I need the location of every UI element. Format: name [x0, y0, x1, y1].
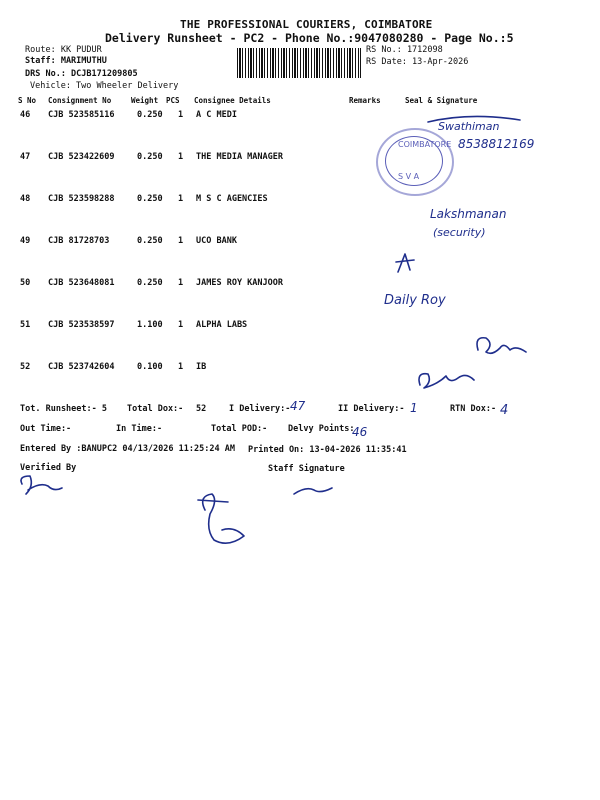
total-dox-label: Total Dox:-: [127, 404, 184, 414]
handwritten-phone: 8538812169: [458, 137, 535, 151]
col-pcs: PCS: [166, 96, 180, 105]
rs-no: RS No.: 1712098: [366, 45, 443, 55]
handwritten-rtn-dox: 4: [500, 403, 509, 418]
row-pcs: 1: [178, 320, 184, 330]
signature-row-52: [419, 374, 474, 388]
col-consignment: Consignment No: [48, 96, 112, 105]
row-sno: 50: [20, 278, 31, 288]
route-label: Route: KK PUDUR: [25, 45, 102, 55]
entered-by: Entered By :BANUPC2 04/13/2026 11:25:24 AM: [20, 444, 235, 454]
row-consignment: CJB 81728703: [48, 236, 110, 246]
signature-row-49: [396, 254, 414, 272]
row-weight: 0.250: [137, 278, 163, 288]
rtn-dox-label: RTN Dox:-: [450, 404, 497, 414]
col-sno: S No: [18, 96, 37, 105]
row-pcs: 1: [178, 110, 184, 120]
drs-label: DRS No.: DCJB171209805: [25, 69, 138, 79]
row-weight: 0.100: [137, 362, 163, 372]
row-consignee: ALPHA LABS: [196, 320, 248, 330]
handwritten-name-3: Daily Roy: [384, 293, 446, 308]
stamp-letters: S V A: [398, 172, 420, 181]
col-seal-signature: Seal & Signature: [405, 96, 478, 105]
printed-on: Printed On: 13-04-2026 11:35:41: [248, 445, 407, 455]
staff-signature-label: Staff Signature: [268, 464, 345, 474]
row-consignment: CJB 523648081: [48, 278, 115, 288]
staff-label: Staff: MARIMUTHU: [25, 56, 107, 66]
row-pcs: 1: [178, 362, 184, 372]
row-consignment: CJB 523742604: [48, 362, 115, 372]
vehicle-label: Vehicle: Two Wheeler Delivery: [30, 81, 179, 91]
row-consignment: CJB 523422609: [48, 152, 115, 162]
ii-delivery-label: II Delivery:-: [338, 404, 405, 414]
rs-date: RS Date: 13-Apr-2026: [366, 57, 469, 67]
row-consignee: THE MEDIA MANAGER: [196, 152, 283, 162]
row-pcs: 1: [178, 152, 184, 162]
verified-by-signature: [21, 476, 62, 494]
row-sno: 47: [20, 152, 31, 162]
page-title: THE PROFESSIONAL COURIERS, COIMBATORE: [180, 18, 433, 31]
row-pcs: 1: [178, 194, 184, 204]
col-remarks: Remarks: [349, 96, 381, 105]
handwritten-name-2: Lakshmanan: [430, 207, 507, 221]
row-consignee: JAMES ROY KANJOOR: [196, 278, 283, 288]
row-weight: 0.250: [137, 194, 163, 204]
row-sno: 48: [20, 194, 31, 204]
row-consignee: A C MEDI: [196, 110, 237, 120]
handwritten-name-2b: (security): [433, 226, 486, 239]
runsheet-subtitle: Delivery Runsheet - PC2 - Phone No.:9047080280 - Page No.:5: [105, 31, 514, 45]
out-time-label: Out Time:-: [20, 424, 72, 434]
row-sno: 49: [20, 236, 31, 246]
row-sno: 51: [20, 320, 31, 330]
i-delivery-label: I Delivery:-: [229, 404, 291, 414]
row-consignee: IB: [196, 362, 207, 372]
handwritten-delvy-points: 46: [352, 425, 368, 439]
row-sno: 52: [20, 362, 31, 372]
row-weight: 1.100: [137, 320, 163, 330]
staff-signature: [294, 488, 332, 494]
col-weight: Weight: [131, 96, 159, 105]
stamp-arc-text: COIMBATORE: [398, 140, 452, 149]
row-weight: 0.250: [137, 152, 163, 162]
row-sno: 46: [20, 110, 31, 120]
row-weight: 0.250: [137, 110, 163, 120]
signature-row-51: [477, 338, 526, 354]
row-consignee: UCO BANK: [196, 236, 237, 246]
in-time-label: In Time:-: [116, 424, 163, 434]
row-consignment: CJB 523585116: [48, 110, 115, 120]
row-consignee: M S C AGENCIES: [196, 194, 268, 204]
row-weight: 0.250: [137, 236, 163, 246]
total-dox-value: 52: [196, 404, 207, 414]
handwritten-name-1: Swathiman: [438, 120, 500, 133]
tot-runsheet: Tot. Runsheet:- 5: [20, 404, 107, 414]
col-consignee: Consignee Details: [194, 96, 271, 105]
handwritten-i-delivery: 47: [290, 399, 306, 413]
verified-by-label: Verified By: [20, 463, 77, 473]
total-pod-label: Total POD:-: [211, 424, 268, 434]
row-consignment: CJB 523598288: [48, 194, 115, 204]
row-consignment: CJB 523538597: [48, 320, 115, 330]
row-pcs: 1: [178, 278, 184, 288]
delvy-points-label: Delvy Points:: [288, 424, 355, 434]
row-pcs: 1: [178, 236, 184, 246]
handwritten-ii-delivery: 1: [410, 401, 418, 415]
